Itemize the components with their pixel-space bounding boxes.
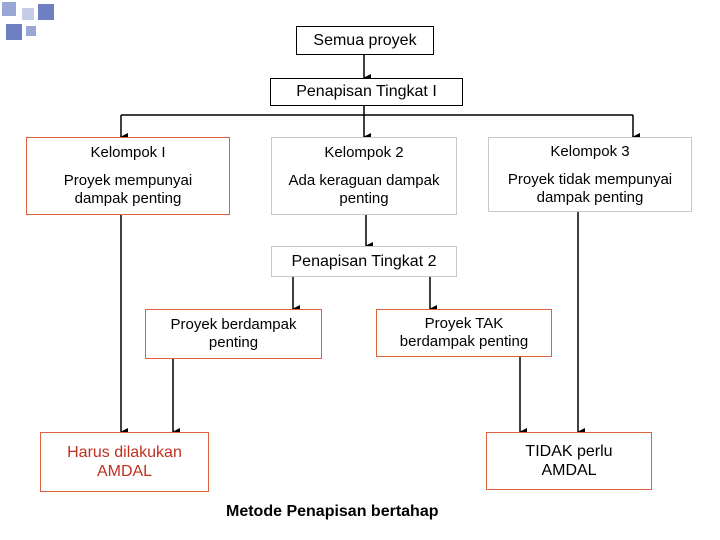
screening-1-label: Penapisan Tingkat I — [296, 83, 437, 101]
must-amdal-label: Harus dilakukan AMDAL — [67, 443, 182, 480]
group-2-title: Kelompok 2 — [324, 144, 404, 161]
group-1-desc: Proyek mempunyai dampak penting — [63, 172, 193, 207]
group-2-desc: Ada keraguan dampak penting — [288, 172, 440, 207]
box-no-amdal — [486, 432, 652, 490]
box-significant-impact — [145, 309, 322, 359]
box-screening-level-1 — [270, 78, 463, 106]
group-1-title: Kelompok I — [90, 144, 166, 161]
box-must-amdal — [40, 432, 209, 492]
box-not-significant-impact — [376, 309, 552, 357]
box-group-2 — [271, 137, 457, 215]
box-screening-level-2 — [271, 246, 457, 277]
screening-2-label: Penapisan Tingkat 2 — [291, 252, 437, 270]
box-group-3 — [488, 137, 692, 212]
box-all-projects — [296, 26, 434, 55]
group-3-title: Kelompok 3 — [550, 142, 630, 160]
no-amdal-label: TIDAK perlu AMDAL — [525, 442, 613, 479]
diagram-caption: Metode Penapisan bertahap — [226, 503, 439, 520]
box-all-projects-label: Semua proyek — [313, 31, 417, 49]
not-significant-label: Proyek TAK berdampak penting — [399, 315, 529, 350]
box-group-1 — [26, 137, 230, 215]
significant-label: Proyek berdampak penting — [170, 316, 297, 351]
group-3-desc: Proyek tidak mempunyai dampak penting — [507, 170, 673, 206]
